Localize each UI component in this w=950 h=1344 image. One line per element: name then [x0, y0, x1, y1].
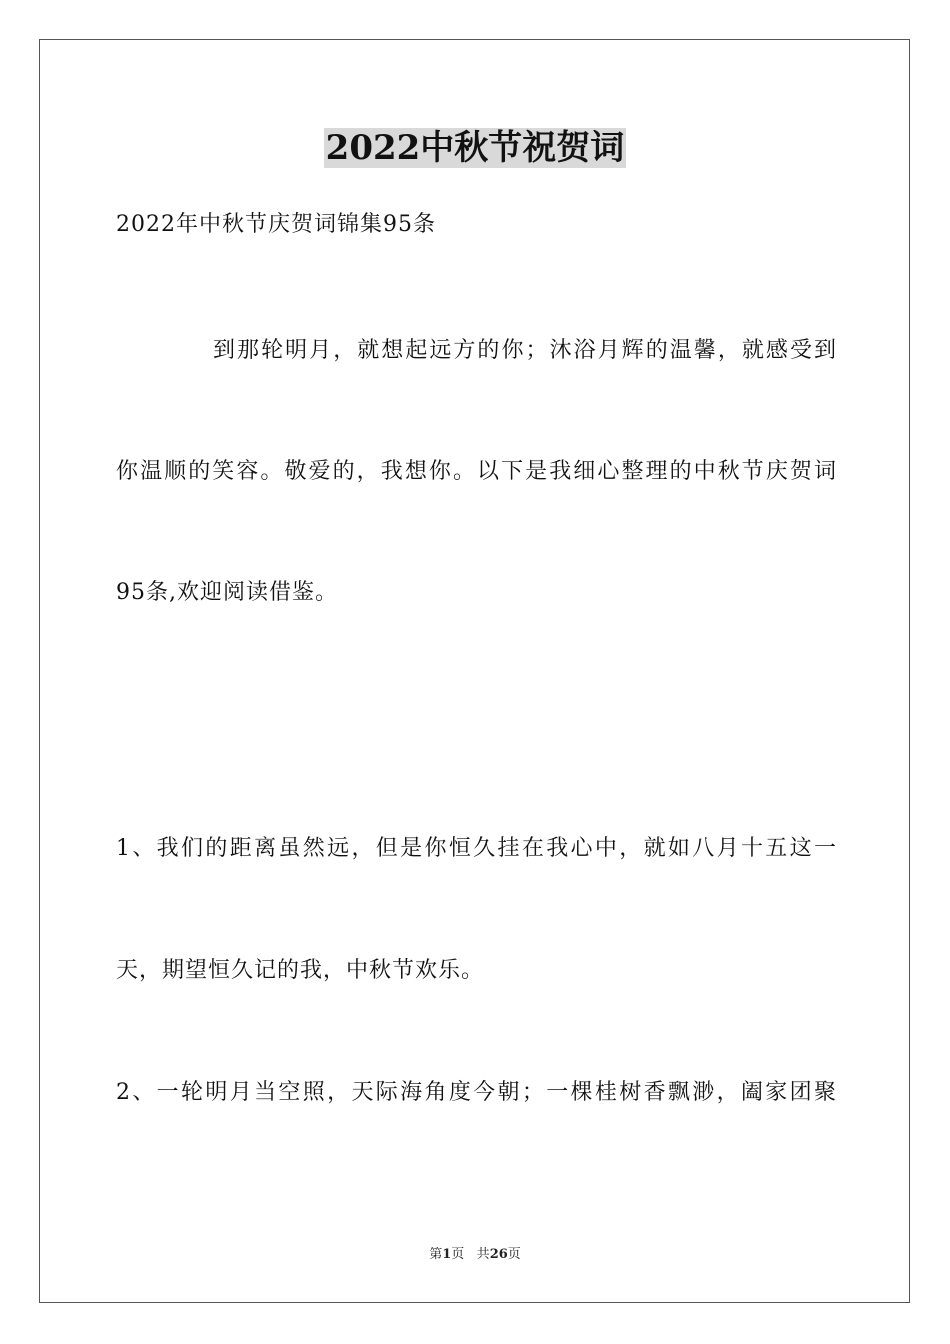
page-footer [0, 1246, 950, 1264]
list-item-continuation: 天，期望恒久记的我，中秋节欢乐。 [116, 958, 485, 983]
page-prefix: 第 [429, 1247, 443, 1262]
list-item: 2、一轮明月当空照，天际海角度今朝；一棵桂树香飘渺，阖家团聚 [116, 1080, 836, 1105]
page-number: 1 [442, 1247, 452, 1262]
paragraph-line: 95条,欢迎阅读借鉴。 [116, 580, 338, 605]
paragraph-line: 到那轮明月，就想起远方的你；沐浴月辉的温馨，就感受到 [213, 338, 836, 363]
document-title-text: 2022中秋节祝贺词 [325, 128, 625, 168]
total-suffix: 页 [507, 1247, 521, 1262]
page-suffix: 页 [451, 1247, 465, 1262]
total-prefix: 共 [476, 1247, 490, 1262]
list-item: 1、我们的距离虽然远，但是你恒久挂在我心中，就如八月十五这一 [116, 836, 836, 861]
paragraph-line: 你温顺的笑容。敬爱的，我想你。以下是我细心整理的中秋节庆贺词 [116, 459, 836, 484]
total-pages: 26 [489, 1247, 508, 1262]
document-subtitle: 2022年中秋节庆贺词锦集95条 [116, 212, 436, 237]
document-title [0, 126, 950, 170]
